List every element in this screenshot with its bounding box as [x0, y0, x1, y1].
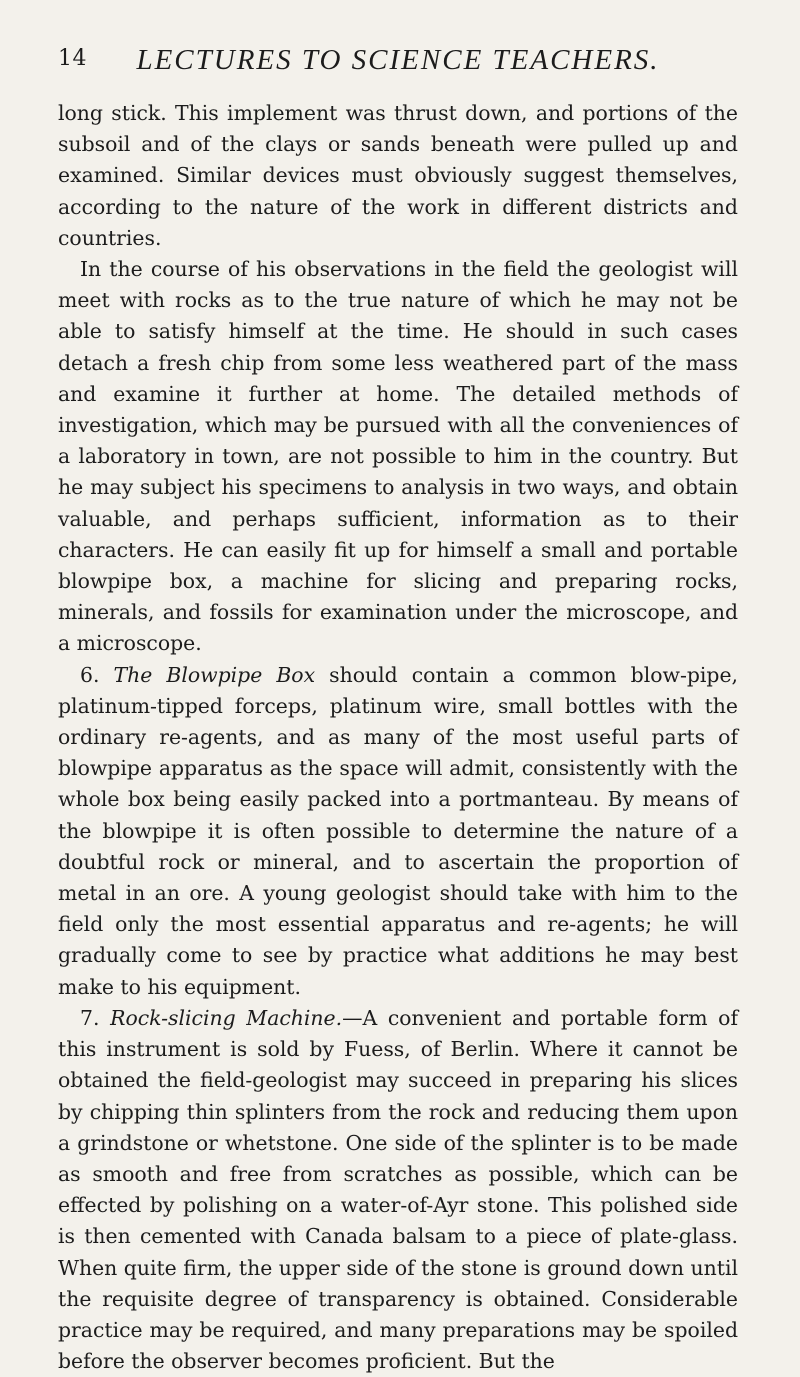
section-number: 7. — [80, 1005, 100, 1030]
running-title: LECTURES TO SCIENCE TEACHERS. — [136, 44, 660, 76]
paragraph-continued: long stick. This implement was thrust down, and portions of the subsoil and of the clays or sands beneath were pulled up and examined. Similar devices must obviously suggest themselves, according to the nature of the work in different districts and countries. — [58, 101, 738, 250]
body-text — [58, 98, 738, 1377]
section-text: should contain a common blow-pipe, platinum-tipped forceps, platinum wire, small bottles with the ordinary re-agents, and as many of the most useful parts of blowpipe apparatus as the space will admit, consistently with the whole box being easily packed into a portmanteau. By means of the blowpipe it is often possible to determine the nature of a doubtful rock or mineral, and to ascertain the proportion of metal in an ore. A young geologist should take with him to the field only the most essential apparatus and re-agents; he will gradually come to see by practice what additions he may best make to his equipment. — [58, 662, 739, 999]
section-number: 6. — [80, 662, 100, 687]
section-heading-blowpipe-box: The Blowpipe Box — [113, 662, 316, 687]
section-heading-rock-slicing: Rock-slicing Machine. — [110, 1005, 343, 1030]
paragraph-rock-slicing — [58, 1003, 738, 1377]
paragraph-blowpipe-box — [58, 660, 738, 1003]
page-number: 14 — [58, 46, 87, 71]
section-text: —A convenient and portable form of this instrument is sold by Fuess, of Berlin. Where it cannot be obtained the field-geologist may succeed in preparing his slices by chipping thin splinters from the rock and reducing them upon a grindstone or whetstone. One side of the splinter is to be made as smooth and free from scratches as possible, which can be effected by polishing on a water-of-Ayr stone. This polished side is then cemented with Canada balsam to a piece of plate-glass. When quite firm, the upper side of the stone is ground down until the requisite degree of transparency is obtained. Considerable practice may be required, and many preparations may be spoiled before the observer becomes proficient. But the — [58, 1005, 738, 1374]
running-head — [58, 44, 738, 76]
paragraph-observations: In the course of his observations in the field the geologist will meet with rocks as to the true nature of which he may not be able to satisfy himself at the time. He should in such cases detach a fresh chip from some less weathered part of the mass and examine it further at home. The detailed methods of investigation, which may be pursued with all the conveniences of a laboratory in town, are not possible to him in the country. But he may subject his specimens to analysis in two ways, and obtain valuable, and perhaps sufficient, information as to their characters. He can easily fit up for himself a small and portable blowpipe box, a machine for slicing and preparing rocks, minerals, and fossils for examination under the microscope, and a microscope. — [58, 257, 738, 656]
